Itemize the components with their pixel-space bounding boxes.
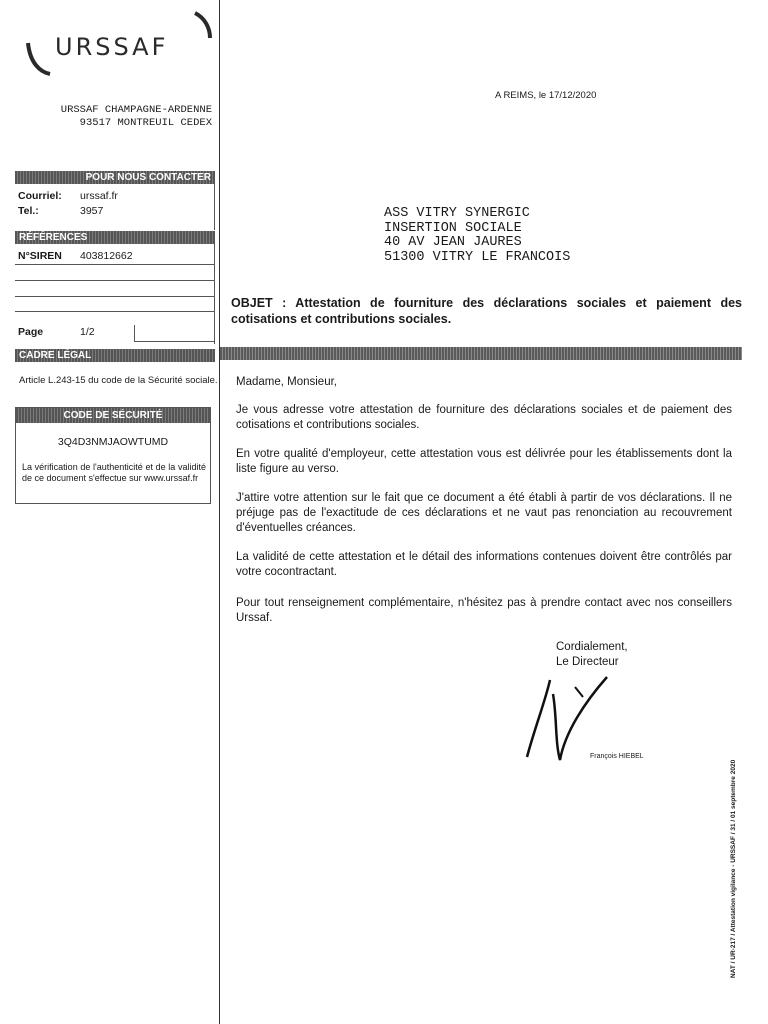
paragraph: En votre qualité d'employeur, cette attestation vous est délivrée pour les établissements dont la liste figure au verso. [236, 448, 732, 475]
siren-label: N°SIREN [18, 250, 62, 262]
security-code-box [15, 407, 211, 504]
paragraph: La validité de cette attestation et le détail des informations contenues doivent être contrôlés par votre cocontractant. [236, 551, 732, 578]
contact-border [214, 184, 215, 230]
recipient-line: INSERTION SOCIALE [384, 220, 522, 236]
closing [556, 640, 628, 670]
tel-row [18, 205, 39, 217]
security-code: 3Q4D3NMJAOWTUMD [57, 436, 169, 448]
paragraph: Je vous adresse votre attestation de fourniture des déclarations sociales et de paiement des cotisations et contributions sociales. [236, 404, 732, 431]
contact-header: POUR NOUS CONTACTER [15, 171, 215, 184]
margin-divider [219, 0, 220, 1024]
ref-rule [15, 311, 215, 312]
siren-value: 403812662 [80, 250, 133, 262]
urssaf-logo: URSSAF [55, 33, 169, 61]
closing-line: Le Directeur [556, 656, 619, 668]
paragraph: J'attire votre attention sur le fait que ce document a été établi à partir de vos déclarations. Il ne préjuge pas de l'exactitude de ces déclarations et ne vaut pas renonciation au recouvrement d'éventuelles créances. [236, 492, 732, 534]
recipient-address [384, 207, 570, 265]
email-label: Courriel: [18, 190, 62, 202]
tel-label: Tel.: [18, 205, 39, 217]
references-header: RÉFÉRENCES [15, 231, 215, 244]
email-row [18, 190, 62, 202]
security-note: La vérification de l'authenticité et de la validité de ce document s'effectue sur www.urssaf.fr [22, 462, 206, 483]
page-value: 1/2 [80, 326, 95, 338]
recipient-line: ASS VITRY SYNERGIC [384, 206, 530, 221]
sender-line: URSSAF CHAMPAGNE-ARDENNE [60, 104, 212, 116]
ref-rule [15, 296, 215, 297]
closing-line: Cordialement, [556, 641, 628, 653]
sender-address [40, 104, 212, 130]
cadre-header: CADRE LÉGAL [15, 349, 215, 362]
separator-bar [220, 347, 742, 360]
tel-value: 3957 [80, 205, 104, 217]
recipient-line: 51300 VITRY LE FRANCOIS [384, 249, 571, 265]
paragraph: Pour tout renseignement complémentaire, n'hésitez pas à prendre contact avec nos conseillers Urssaf. [236, 597, 732, 624]
ref-rule [15, 280, 215, 281]
salutation: Madame, Monsieur, [236, 376, 337, 388]
letter-date: A REIMS, le 17/12/2020 [495, 90, 597, 101]
cadre-text: Article L.243-15 du code de la Sécurité sociale. [19, 375, 218, 386]
page-rule [134, 341, 214, 342]
page-tick [134, 325, 135, 341]
recipient-line: 40 AV JEAN JAURES [384, 235, 522, 250]
page-row [18, 326, 43, 338]
page-label: Page [18, 326, 44, 338]
siren-row [18, 250, 62, 262]
security-header: CODE DE SÉCURITÉ [16, 408, 210, 423]
sender-line: 93517 MONTREUIL CEDEX [79, 117, 212, 129]
footer-reference: NAT / UR-217 / Attestation vigilance - URSSAF / 31 / 01 septembre 2020 [730, 759, 737, 978]
letter-subject: OBJET : Attestation de fourniture des déclarations sociales et paiement des cotisations et contributions sociales. [231, 296, 742, 326]
ref-rule [15, 264, 215, 265]
ref-border [214, 244, 215, 344]
email-value: urssaf.fr [80, 190, 118, 202]
signer-name: François HIEBEL [590, 753, 644, 760]
